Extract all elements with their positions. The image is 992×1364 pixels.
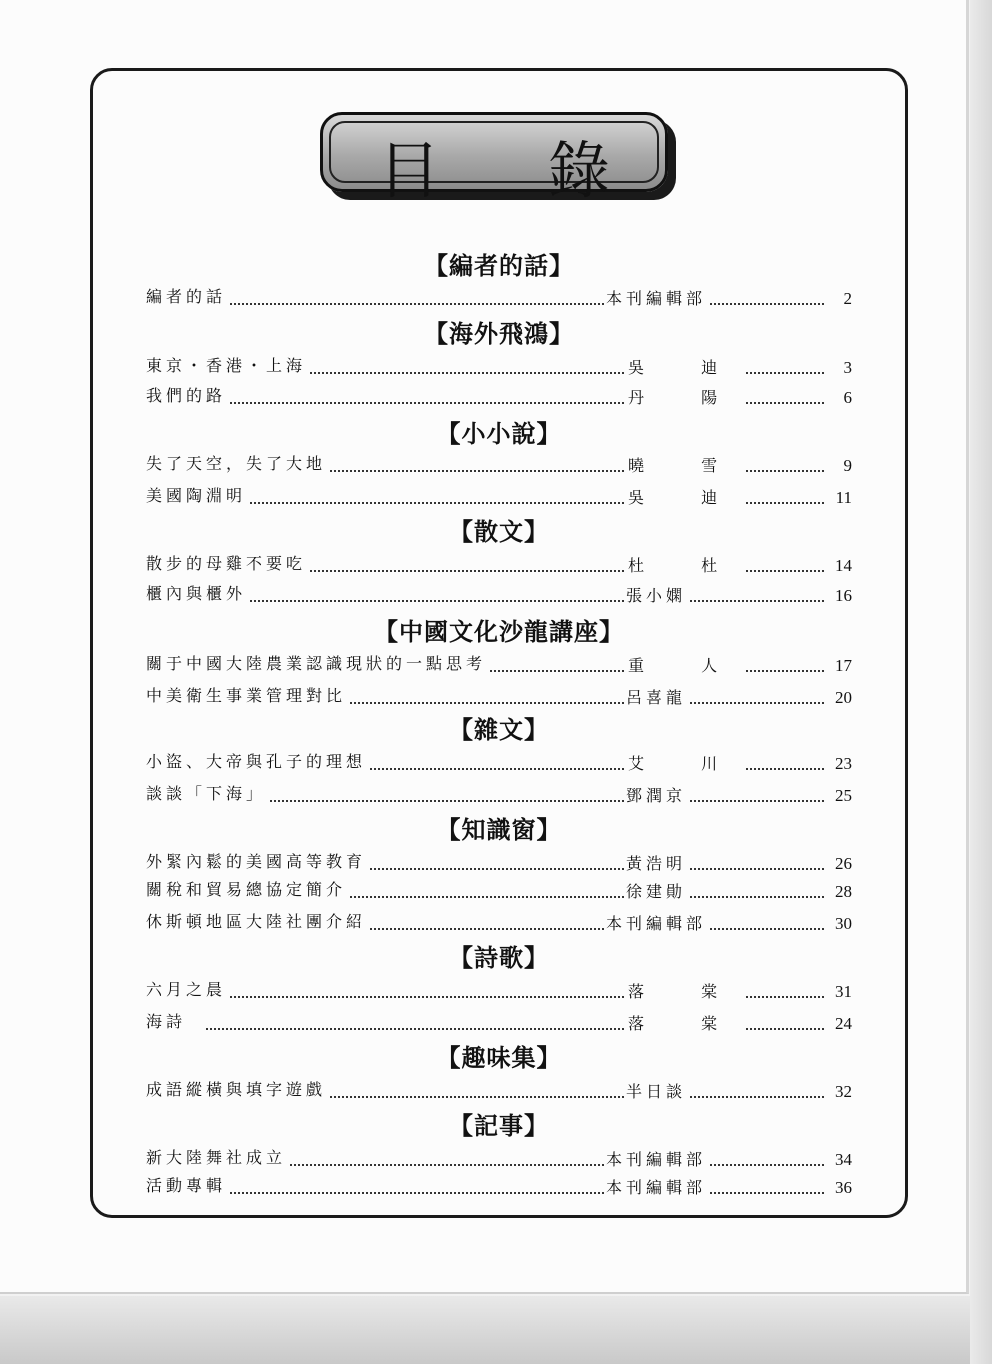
entry-page-number: 14: [832, 556, 852, 576]
toc-entry[interactable]: [146, 1172, 854, 1198]
entry-title: 新大陸舞社成立: [146, 1145, 288, 1168]
entry-page-number: 6: [841, 388, 853, 408]
toc-entry[interactable]: [146, 450, 854, 476]
section-heading: 【散文】: [449, 518, 549, 546]
section-heading: 【海外飛鴻】: [424, 320, 574, 348]
entry-author: 丹 陽: [626, 385, 745, 408]
title-badge: [320, 112, 668, 207]
toc-entry[interactable]: [146, 876, 854, 902]
entry-author: 本刊編輯部: [604, 1175, 708, 1198]
section-heading: 【中國文化沙龍講座】: [374, 618, 624, 646]
entry-page-number: 17: [832, 656, 852, 676]
toc-entry[interactable]: [146, 780, 854, 806]
entry-author: 本刊編輯部: [604, 1147, 708, 1170]
toc-entry[interactable]: [146, 283, 854, 309]
toc-entry[interactable]: [146, 1144, 854, 1170]
entry-title: 東京・香港・上海: [146, 353, 308, 376]
entry-title: 休斯頓地區大陸社團介紹: [146, 909, 368, 932]
entry-author: 曉 雪: [626, 453, 745, 476]
entry-author: 黃浩明: [624, 851, 688, 874]
scan-right-edge: [970, 0, 992, 1364]
entry-page-number: 23: [832, 754, 852, 774]
dot-leader: [714, 600, 824, 602]
entry-title: 關于中國大陸農業認識現狀的一點思考: [146, 651, 488, 674]
toc-entry[interactable]: [146, 976, 854, 1002]
dot-leader: [714, 702, 824, 704]
dot-leader: [714, 928, 824, 930]
toc-entry[interactable]: [146, 482, 854, 508]
entry-page-number: 36: [832, 1178, 852, 1198]
toc-entry[interactable]: [146, 650, 854, 676]
section-heading: 【編者的話】: [424, 252, 574, 280]
entry-title: 失了天空，失了大地: [146, 451, 328, 474]
entry-title: 美國陶淵明: [146, 483, 248, 506]
entry-title: 六月之晨: [146, 977, 228, 1000]
dot-leader: [714, 800, 824, 802]
entry-author: 本刊編輯部: [604, 286, 708, 309]
entry-title: 海詩: [146, 1009, 188, 1032]
entry-page-number: 30: [832, 914, 852, 934]
dot-leader: [714, 1192, 824, 1194]
entry-author: 落 棠: [626, 979, 745, 1002]
entry-author: 艾 川: [626, 751, 745, 774]
entry-author: 張小嫻: [624, 583, 688, 606]
dot-leader: [714, 868, 824, 870]
entry-title: 活動專輯: [146, 1173, 228, 1196]
entry-author: 重 人: [626, 653, 745, 676]
toc-entry[interactable]: [146, 1008, 854, 1034]
entry-page-number: 31: [832, 982, 852, 1002]
entry-title: 小盜、大帝與孔子的理想: [146, 749, 368, 772]
entry-title: 散步的母雞不要吃: [146, 551, 308, 574]
entry-page-number: 26: [832, 854, 852, 874]
entry-page-number: 2: [841, 289, 853, 309]
entry-page-number: 9: [841, 456, 853, 476]
entry-author: 鄧潤京: [624, 783, 688, 806]
entry-author: 吳 迪: [626, 485, 745, 508]
entry-title: 我們的路: [146, 383, 228, 406]
entry-author: 半日談: [624, 1079, 688, 1102]
entry-title: 關稅和貿易總協定簡介: [146, 877, 348, 900]
entry-title: 談談「下海」: [146, 781, 268, 804]
dot-leader: [714, 1164, 824, 1166]
section-heading: 【記事】: [449, 1112, 549, 1140]
section-heading: 【詩歌】: [449, 944, 549, 972]
entry-page-number: 16: [832, 586, 852, 606]
entry-title: 成語縱橫與填字遊戲: [146, 1077, 328, 1100]
section-heading: 【雜文】: [449, 716, 549, 744]
entry-page-number: 11: [833, 488, 852, 508]
entry-page-number: 28: [832, 882, 852, 902]
toc-entry[interactable]: [146, 848, 854, 874]
dot-leader: [714, 896, 824, 898]
section-heading: 【小小說】: [436, 420, 562, 448]
dot-leader: [714, 1096, 824, 1098]
entry-page-number: 24: [832, 1014, 852, 1034]
entry-author: 呂喜龍: [624, 685, 688, 708]
dot-leader: [714, 303, 824, 305]
entry-page-number: 34: [832, 1150, 852, 1170]
entry-author: 吳 迪: [626, 355, 745, 378]
page-title: 目 錄: [378, 134, 654, 207]
entry-title: 中美衛生事業管理對比: [146, 683, 348, 706]
toc-entry[interactable]: [146, 908, 854, 934]
entry-title: 外緊內鬆的美國高等教育: [146, 849, 368, 872]
scan-bottom-edge: [0, 1296, 992, 1364]
entry-title: 櫃內與櫃外: [146, 581, 248, 604]
entry-page-number: 25: [832, 786, 852, 806]
entry-title: 編者的話: [146, 284, 228, 307]
entry-author: 本刊編輯部: [604, 911, 708, 934]
entry-author: 徐建勛: [624, 879, 688, 902]
section-heading: 【知識窗】: [436, 816, 562, 844]
toc-entry[interactable]: [146, 682, 854, 708]
toc-entry[interactable]: [146, 550, 854, 576]
toc-entry[interactable]: [146, 352, 854, 378]
toc-entry[interactable]: [146, 382, 854, 408]
entry-page-number: 32: [832, 1082, 852, 1102]
toc-entry[interactable]: [146, 748, 854, 774]
section-heading: 【趣味集】: [436, 1044, 562, 1072]
entry-author: 杜 杜: [626, 553, 745, 576]
toc-entry[interactable]: [146, 580, 854, 606]
toc-entry[interactable]: [146, 1076, 854, 1102]
entry-author: 落 棠: [626, 1011, 745, 1034]
entry-page-number: 3: [841, 358, 853, 378]
entry-page-number: 20: [832, 688, 852, 708]
